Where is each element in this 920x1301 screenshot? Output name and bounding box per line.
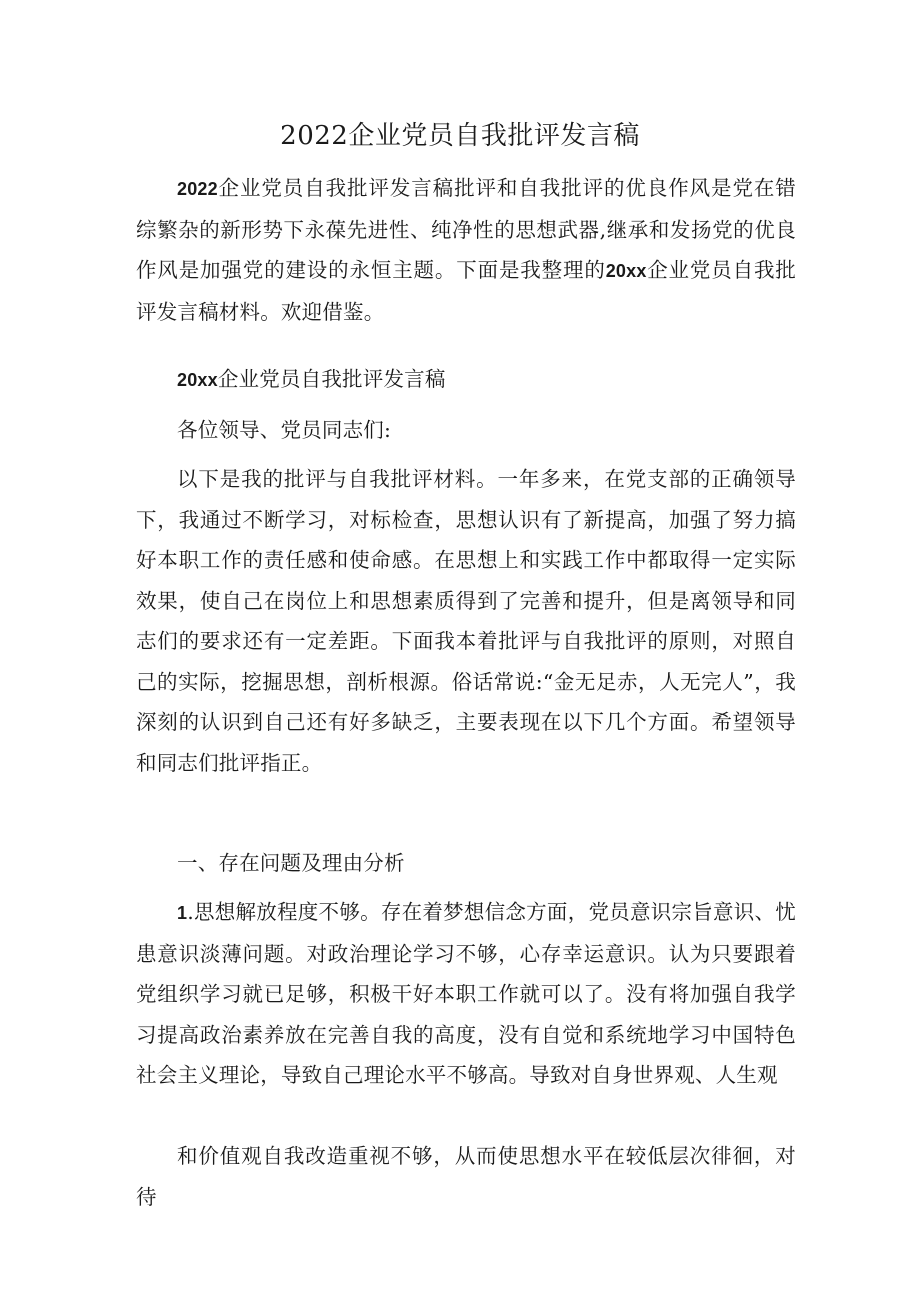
continued-paragraph: 和价值观自我改造重视不够，从而使思想水平在较低层次徘徊，对待 bbox=[136, 1144, 796, 1209]
greeting: 各位领导、党员同志们: bbox=[177, 418, 392, 442]
main-paragraph: 以下是我的批评与自我批评材料。一年多来，在党支部的正确领导下，我通过不断学习，对标检查，思想认识有了新提高，加强了努力搞好本职工作的责任感和使命感。在思想上和实践工作中都取得一定实际效果，使自己在岗位上和思想素质得到了完善和提升，但是离领导和同志们的要求还有一定差距。下面我本着批评与自我批评的原则，对照自己的实际，挖掘思想，剖析根源。俗话常说:“金无足赤，人无完人”，我深刻的认识到自己还有好多缺乏，主要表现在以下几个方面。希望领导和同志们批评指正。 bbox=[136, 467, 796, 775]
speech-subtitle bbox=[136, 359, 796, 401]
intro-year-placeholder: 20xx bbox=[605, 261, 647, 281]
intro-text-b: 企业党员自我批评发言稿材料。欢迎借鉴。 bbox=[136, 258, 796, 324]
section-heading: 一、存在问题及理由分析 bbox=[177, 851, 405, 875]
intro-paragraph bbox=[136, 168, 796, 332]
document-title: 2022企业党员自我批评发言稿 bbox=[280, 121, 640, 151]
subtitle-year: 20xx bbox=[177, 370, 218, 390]
item-paragraph bbox=[136, 892, 796, 1096]
intro-text-a: 企业党员自我批评发言稿批评和自我批评的优良作风是党在错综繁杂的新形势下永葆先进性、纯净性的思想武器,继承和发扬党的优良作风是加强党的建设的永恒主题。下面是我整理的 bbox=[136, 176, 796, 282]
intro-year: 2022 bbox=[177, 179, 218, 199]
item-number: 1 bbox=[177, 903, 188, 923]
item-text: .思想解放程度不够。存在着梦想信念方面，党员意识宗旨意识、忧患意识淡薄问题。对政治理论学习不够，心存幸运意识。认为只要跟着党组织学习就已足够，积极干好本职工作就可以了。没有将加强自我学习提高政治素养放在完善自我的高度，没有自觉和系统地学习中国特色社会主义理论，导致自己理论水平不够高。导致对自身世界观、人生观 bbox=[136, 900, 796, 1087]
subtitle-text: 企业党员自我批评发言稿 bbox=[217, 367, 446, 391]
